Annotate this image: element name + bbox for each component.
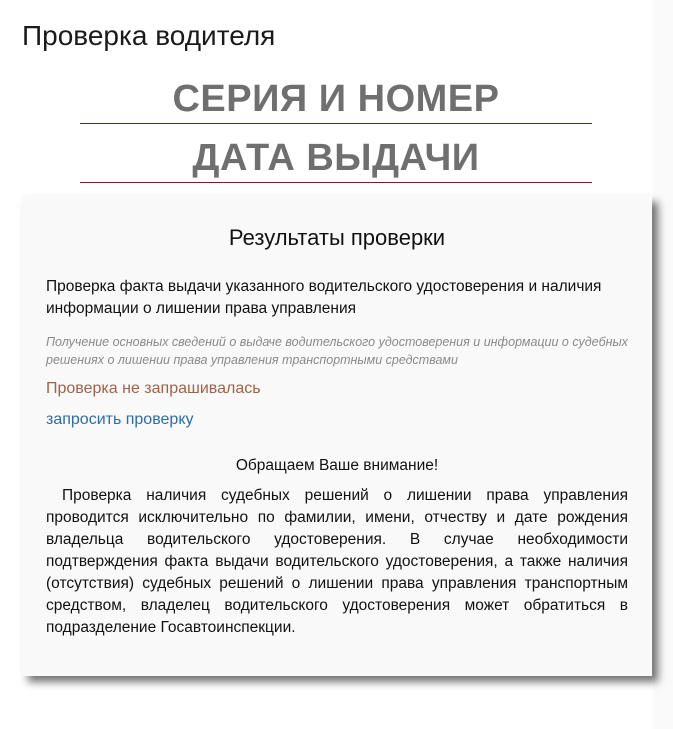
right-gutter	[653, 0, 673, 729]
request-check-link[interactable]: запросить проверку	[46, 411, 194, 428]
notice-text: Проверка наличия судебных решений о лишении права управления проводится исключительно по фамилии, имени, отчеству и дате рождения владельца водительского удостоверения. В случае необходимости подтверждения факта выдачи водительского удостоверения, а также наличия (отсутствия) судебных решений о лишении права управления транспортным средством, владелец водительского удостоверения может обратиться в подразделение Госавтоинспекции.	[46, 487, 628, 636]
results-heading: Результаты проверки	[228, 225, 446, 250]
notice-heading: Обращаем Ваше внимание!	[235, 457, 439, 474]
page-title: Проверка водителя	[22, 20, 276, 51]
issue-date-field: ДАТА ВЫДАЧИ	[80, 134, 592, 183]
check-description: Получение основных сведений о выдаче водительского удостоверения и информации о судебных решениях о лишении права управления транспортными средствами	[46, 335, 628, 367]
check-title: Проверка факта выдачи указанного водительского удостоверения и наличия информации о лишении права управления	[46, 278, 602, 317]
check-status: Проверка не запрашивалась	[46, 380, 261, 397]
results-card	[22, 196, 652, 676]
series-number-field: СЕРИЯ И НОМЕР	[80, 75, 592, 124]
